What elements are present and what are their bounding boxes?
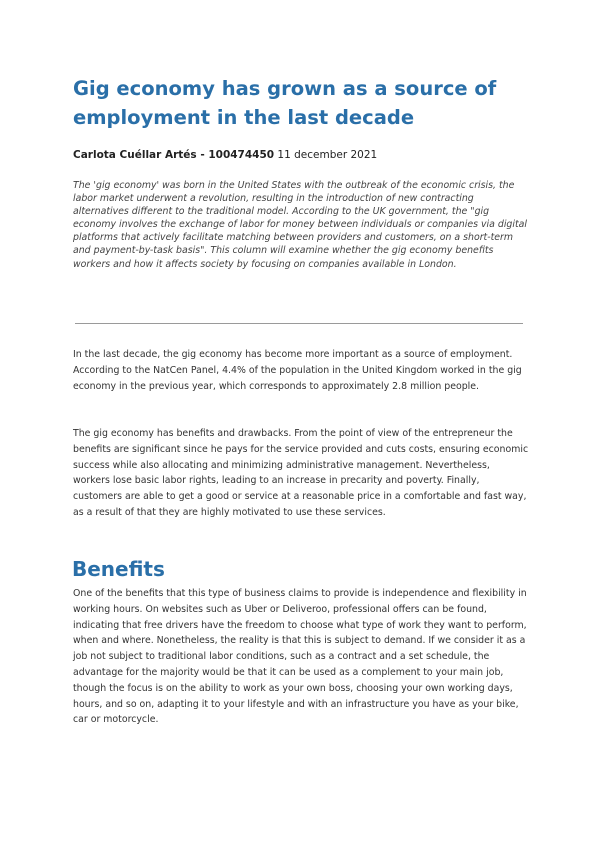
- publish-date: 11 december 2021: [274, 149, 378, 161]
- author-name: Carlota Cuéllar Artés - 100474450: [73, 149, 275, 161]
- byline: [73, 148, 533, 162]
- article-title: Gig economy has grown as a source of employment in the last decade: [73, 77, 497, 129]
- article-abstract: The 'gig economy' was born in the United States with the outbreak of the economic crisis, the labor market underwent a revolution, resulting in the introduction of new contracting alternatives different to the traditional model. According to the UK government, the "gig economy involves the exchange of labor for money between individuals or companies via digital platforms that actively facilitate matching between providers and customers, on a short-term and payment-by-task basis". This column will examine whether the gig economy benefits workers and how it affects society by focusing on companies available in London.: [73, 180, 528, 270]
- body-paragraph-3: One of the benefits that this type of business claims to provide is independence and flexibility in working hours. On websites such as Uber or Deliveroo, professional offers can be found, indicating that free drivers have the freedom to choose what type of work they want to perform, when and where. Nonetheless, the reality is that this is subject to demand. If we consider it as a job not subject to traditional labor conditions, such as a contract and a set schedule, the advantage for the majority would be that it can be used as a complement to your main job, though the focus is on the ability to work as your own boss, choosing your own working days, hours, and so on, adapting it to your lifestyle and with an infrastructure you have as your bike, car or motorcycle.: [73, 588, 527, 726]
- body-paragraph-2: The gig economy has benefits and drawbacks. From the point of view of the entrepreneur the benefits are significant since he pays for the service provided and cuts costs, ensuring economic success while also allocating and minimizing administrative management. Nevertheless, workers lose basic labor rights, leading to an increase in precarity and poverty. Finally, customers are able to get a good or service at a reasonable price in a comfortable and fast way, as a result of that they are highly motivated to use these services.: [73, 428, 529, 518]
- section-divider: [75, 323, 523, 324]
- body-paragraph-1: In the last decade, the gig economy has become more important as a source of employment. According to the NatCen Panel, 4.4% of the population in the United Kingdom worked in the gig economy in the previous year, which corresponds to approximately 2.8 million people.: [73, 349, 522, 392]
- section-heading-benefits: Benefits: [72, 557, 165, 581]
